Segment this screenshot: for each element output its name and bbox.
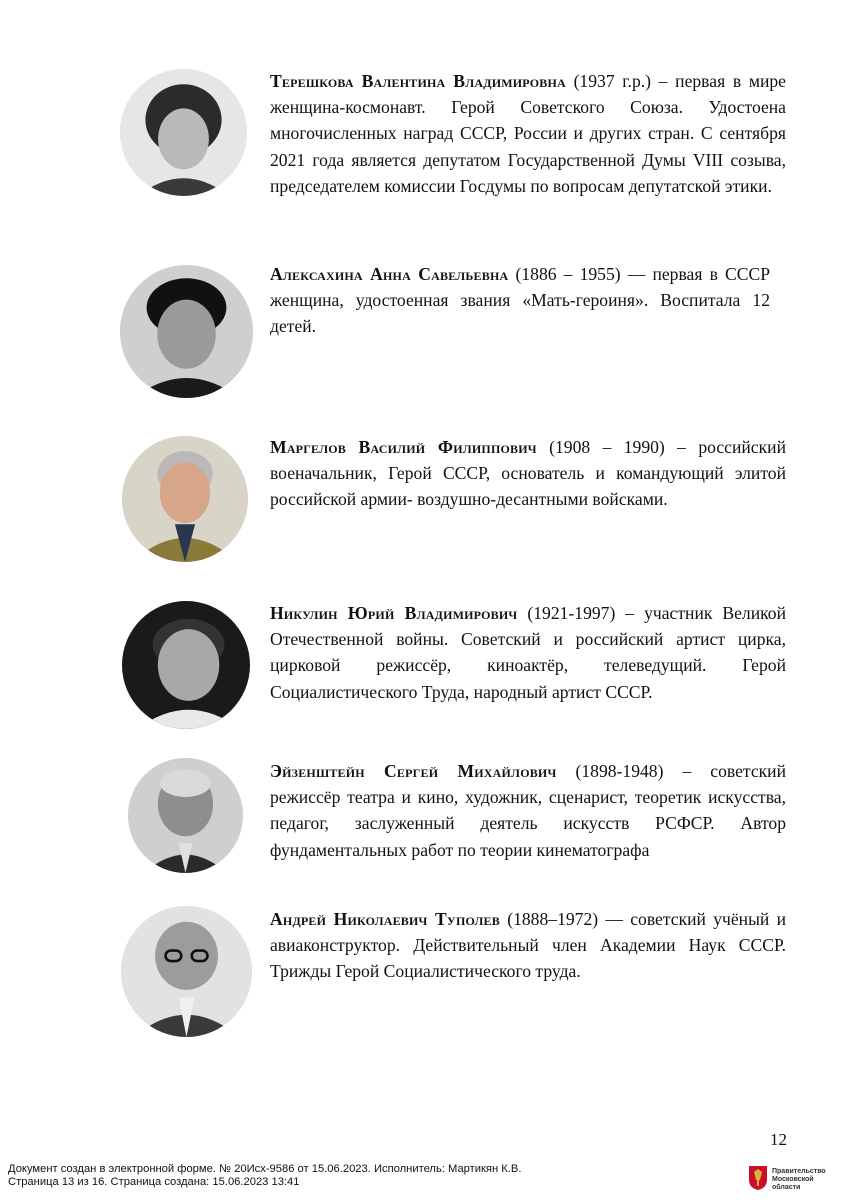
footer-line: Документ создан в электронной форме. № 20Исх-9586 от 15.06.2023. Исполнитель: Мартикян К.В. xyxy=(8,1163,522,1175)
entry-text xyxy=(270,758,786,863)
logo-text xyxy=(772,1168,838,1192)
person-description: (1908 – 1990) – российский военачальник, Герой СССР, основатель и командующий элитой российской армии- воздушно-десантными войсками. xyxy=(270,437,786,510)
entry-text xyxy=(270,68,786,199)
portrait-photo xyxy=(128,758,243,873)
document-footer xyxy=(0,1159,848,1200)
logo-line: Московской области xyxy=(772,1176,814,1191)
government-logo xyxy=(748,1163,838,1197)
portrait-image xyxy=(120,265,253,398)
entry-text xyxy=(270,600,786,705)
person-name: Алексахина Анна Савельевна xyxy=(270,264,509,284)
person-name: Андрей Николаевич Туполев xyxy=(270,909,500,929)
portrait-image xyxy=(128,758,243,873)
person-name: Эйзенштейн Сергей Михайлович xyxy=(270,761,557,781)
portrait-image xyxy=(121,906,252,1037)
coat-of-arms-icon xyxy=(748,1165,768,1191)
person-description: (1886 – 1955) — первая в СССР женщина, удостоенная звания «Мать-героиня». Воспитала 12 детей. xyxy=(270,264,770,337)
person-description: (1937 г.р.) – первая в мире женщина-космонавт. Герой Советского Союза. Удостоена многочисленных наград СССР, России и других стран. С сентября 2021 года является депутатом Государственной Думы VIII созыва, председателем комиссии Госдумы по вопросам депутатской этики. xyxy=(270,71,786,196)
person-name: Никулин Юрий Владимирович xyxy=(270,603,518,623)
person-name: Маргелов Василий Филиппович xyxy=(270,437,537,457)
portrait-image xyxy=(122,436,248,562)
portrait-photo xyxy=(120,265,253,398)
portrait-image xyxy=(122,601,250,729)
person-name: Терешкова Валентина Владимировна xyxy=(270,71,566,91)
portrait-photo xyxy=(122,436,248,562)
entry-text xyxy=(270,261,770,340)
person-description: (1888–1972) — советский учёный и авиаконструктор. Действительный член Академии Наук СССР. Трижды Герой Социалистического труда. xyxy=(270,909,786,982)
entry-text xyxy=(270,906,786,985)
person-description: (1898-1948) – советский режиссёр театра и кино, художник, сценарист, теоретик искусства, педагог, заслуженный деятель искусств РСФСР. Автор фундаментальных работ по теории кинематографа xyxy=(270,761,787,860)
portrait-image xyxy=(120,69,247,196)
person-description: (1921-1997) – участник Великой Отечественной войны. Советский и российский артист цирка, цирковой режиссёр, киноактёр, телеведущий. Герой Социалистического Труда, народный артист СССР. xyxy=(270,603,786,702)
entry-text xyxy=(270,434,786,513)
footer-text xyxy=(8,1163,708,1189)
portrait-photo xyxy=(122,601,250,729)
page-number: 12 xyxy=(770,1130,787,1149)
logo-line: Правительство xyxy=(772,1168,826,1175)
footer-line: Страница 13 из 16. Страница создана: 15.06.2023 13:41 xyxy=(8,1176,300,1188)
portrait-photo xyxy=(120,69,247,196)
portrait-photo xyxy=(121,906,252,1037)
